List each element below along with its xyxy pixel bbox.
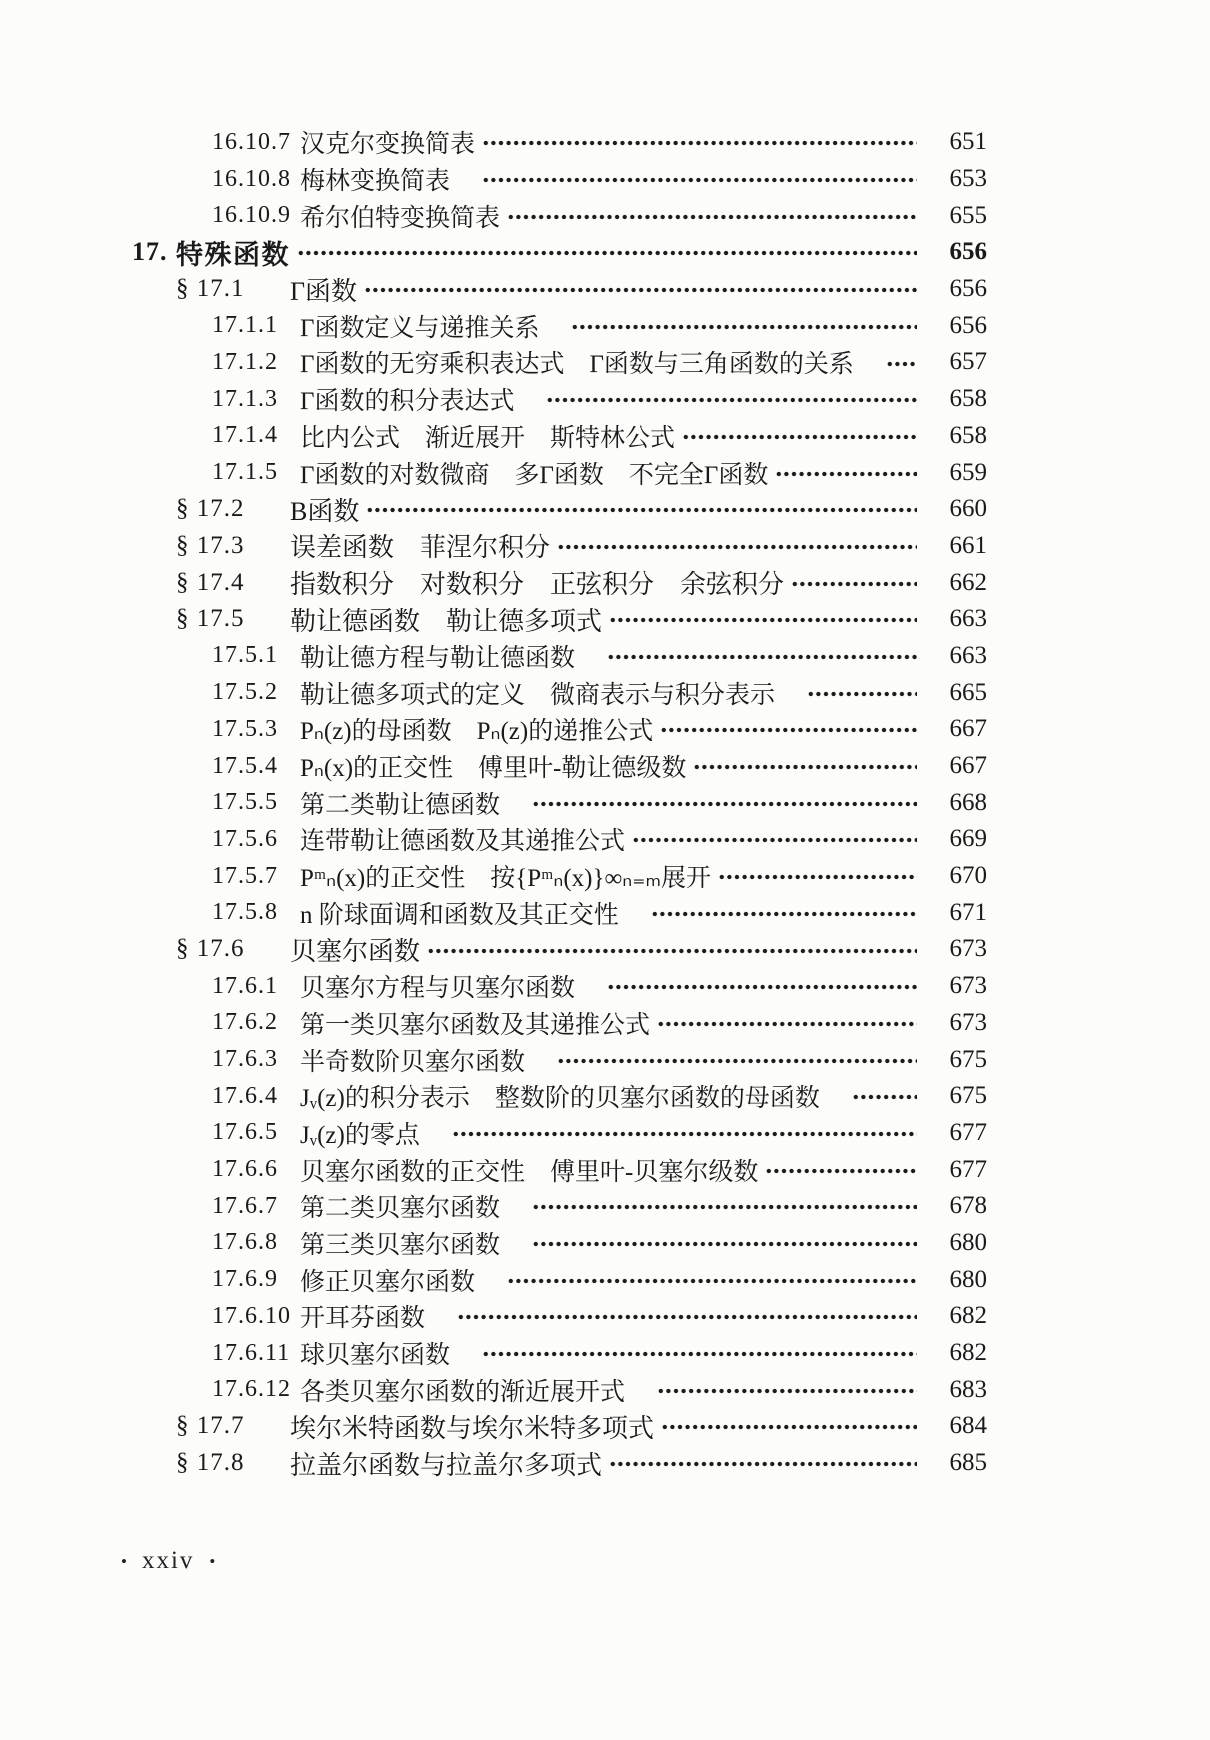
dot-leader [571, 307, 917, 344]
entry-number: 17.6.10 [212, 1302, 291, 1329]
entry-title: 各类贝塞尔函数的渐近展开式 [300, 1378, 626, 1406]
dot-leader [693, 748, 917, 785]
toc-row [0, 161, 987, 198]
entry-page: 658 [949, 385, 987, 413]
entry-number: 17.5.6 [212, 825, 278, 852]
entry-title: Γ函数的对数微商 多Γ函数 不完全Γ函数 [300, 461, 769, 489]
toc-row [0, 381, 987, 418]
entry-number: 16.10.7 [212, 128, 291, 155]
entry-number: 17.5.1 [212, 642, 278, 669]
entry-page: 659 [949, 458, 987, 486]
toc-row [0, 454, 987, 491]
entry-page: 685 [949, 1449, 987, 1477]
entry-title: Γ函数定义与递推关系 [300, 314, 540, 342]
entry-page: 667 [949, 715, 987, 743]
dot-leader [482, 161, 917, 198]
dot-leader [791, 564, 917, 601]
toc-row [0, 894, 987, 931]
entry-number: 17.1.4 [212, 422, 278, 449]
dot-leader [532, 1225, 917, 1262]
entry-title: Jᵥ(z)的积分表示 整数阶的贝塞尔函数的母函数 [300, 1085, 820, 1113]
dot-leader [607, 968, 917, 1005]
entry-page: 673 [949, 972, 987, 1000]
footer-left-bullet-icon: • [121, 1551, 127, 1571]
dot-leader [886, 344, 917, 381]
entry-title: Pᵐₙ(x)的正交性 按{Pᵐₙ(x)}∞ₙ₌ₘ展开 [300, 865, 712, 893]
entry-title: 汉克尔变换简表 [300, 131, 476, 159]
entry-title: 连带勒让德函数及其递推公式 [300, 828, 626, 856]
dot-leader [632, 821, 917, 858]
dot-leader [532, 1188, 917, 1225]
toc-row [0, 1078, 987, 1115]
entry-title: 梅林变换简表 [300, 168, 451, 196]
entry-number: 17.5.8 [212, 899, 278, 926]
dot-leader [297, 234, 917, 271]
toc-row [0, 784, 987, 821]
toc-list [0, 124, 987, 1481]
page-footer [121, 1547, 215, 1575]
entry-title: B函数 [290, 496, 360, 526]
toc-row [0, 528, 987, 565]
toc-row [0, 197, 987, 234]
dot-leader [532, 784, 917, 821]
entry-page: 653 [949, 165, 987, 193]
entry-title: 勒让德方程与勒让德函数 [300, 644, 576, 672]
toc-row [0, 638, 987, 675]
entry-number: 17.5.5 [212, 789, 278, 816]
entry-page: 655 [949, 201, 987, 229]
dot-leader [657, 1005, 917, 1042]
entry-page: 682 [949, 1339, 987, 1367]
dot-leader [651, 894, 917, 931]
entry-page: 660 [949, 495, 987, 523]
entry-number: § 17.8 [176, 1449, 245, 1477]
entry-page: 661 [949, 531, 987, 559]
entry-page: 670 [949, 862, 987, 890]
dot-leader [507, 197, 917, 234]
entry-title: 埃尔米特函数与埃尔米特多项式 [290, 1413, 655, 1443]
entry-title: Pₙ(x)的正交性 傅里叶-勒让德级数 [300, 755, 687, 783]
toc-row [0, 564, 987, 601]
entry-title: 希尔伯特变换简表 [300, 204, 501, 232]
entry-page: 682 [949, 1302, 987, 1330]
toc-row [0, 748, 987, 785]
dot-leader [482, 124, 917, 161]
entry-title: n 阶球面调和函数及其正交性 [300, 901, 619, 929]
toc-row [0, 1151, 987, 1188]
entry-number: § 17.1 [176, 275, 245, 303]
entry-page: 677 [949, 1155, 987, 1183]
entry-page: 662 [949, 568, 987, 596]
entry-number: 17.6.1 [212, 972, 278, 999]
toc-row [0, 1445, 987, 1482]
entry-title: 第三类贝塞尔函数 [300, 1231, 501, 1259]
toc-row [0, 1115, 987, 1152]
entry-title: Pₙ(z)的母函数 Pₙ(z)的递推公式 [300, 718, 654, 746]
entry-title: 拉盖尔函数与拉盖尔多项式 [290, 1450, 603, 1480]
entry-number: 17. [132, 237, 168, 267]
dot-leader [482, 1335, 917, 1372]
entry-number: 16.10.8 [212, 165, 291, 192]
entry-title: Γ函数的无穷乘积表达式 Γ函数与三角函数的关系 [300, 351, 854, 379]
entry-number: 17.6.2 [212, 1009, 278, 1036]
entry-number: 17.5.7 [212, 862, 278, 889]
toc-row [0, 1041, 987, 1078]
entry-page: 671 [949, 898, 987, 926]
entry-page: 667 [949, 752, 987, 780]
dot-leader [557, 1041, 917, 1078]
entry-title: 半奇数阶贝塞尔函数 [300, 1048, 526, 1076]
entry-number: 17.6.12 [212, 1376, 291, 1403]
entry-title: 误差函数 菲涅尔积分 [290, 533, 551, 563]
entry-title: 贝塞尔方程与贝塞尔函数 [300, 975, 576, 1003]
toc-row [0, 931, 987, 968]
dot-leader [718, 858, 917, 895]
dot-leader [557, 528, 917, 565]
entry-number: 17.6.7 [212, 1192, 278, 1219]
entry-number: 17.6.3 [212, 1046, 278, 1073]
entry-number: 16.10.9 [212, 202, 291, 229]
entry-title: Jᵥ(z)的零点 [300, 1121, 420, 1149]
entry-title: Γ函数的积分表达式 [300, 388, 515, 416]
toc-row [0, 1188, 987, 1225]
entry-number: 17.5.3 [212, 715, 278, 742]
entry-number: 17.6.6 [212, 1156, 278, 1183]
toc-row [0, 271, 987, 308]
entry-page: 675 [949, 1082, 987, 1110]
dot-leader [427, 931, 917, 968]
entry-number: § 17.4 [176, 568, 245, 596]
toc-row [0, 821, 987, 858]
footer-right-bullet-icon: • [209, 1551, 216, 1571]
dot-leader [682, 418, 917, 455]
entry-page: 669 [949, 825, 987, 853]
dot-leader [661, 1408, 917, 1445]
entry-number: 17.6.11 [212, 1339, 291, 1366]
entry-number: § 17.6 [176, 935, 245, 963]
entry-page: 656 [949, 275, 987, 303]
entry-page: 680 [949, 1228, 987, 1256]
toc-row [0, 234, 987, 271]
entry-number: 17.6.8 [212, 1229, 278, 1256]
entry-page: 663 [949, 605, 987, 633]
entry-page: 680 [949, 1265, 987, 1293]
dot-leader [660, 711, 917, 748]
entry-title: 贝塞尔函数的正交性 傅里叶-贝塞尔级数 [300, 1158, 759, 1186]
toc-row [0, 344, 987, 381]
dot-leader [457, 1298, 917, 1335]
entry-title: 指数积分 对数积分 正弦积分 余弦积分 [290, 570, 785, 600]
toc-row [0, 1408, 987, 1445]
entry-number: 17.5.4 [212, 752, 278, 779]
dot-leader [657, 1371, 917, 1408]
entry-page: 663 [949, 641, 987, 669]
entry-title: 贝塞尔函数 [290, 936, 421, 966]
entry-page: 675 [949, 1045, 987, 1073]
entry-number: 17.6.5 [212, 1119, 278, 1146]
entry-title: 开耳芬函数 [300, 1305, 426, 1333]
dot-leader [807, 674, 917, 711]
entry-page: 683 [949, 1375, 987, 1403]
entry-page: 673 [949, 935, 987, 963]
dot-leader [609, 601, 917, 638]
entry-page: 656 [949, 311, 987, 339]
entry-number: 17.6.4 [212, 1082, 278, 1109]
toc-row [0, 1225, 987, 1262]
entry-page: 684 [949, 1412, 987, 1440]
entry-number: 17.1.3 [212, 385, 278, 412]
entry-page: 673 [949, 1008, 987, 1036]
entry-page: 677 [949, 1118, 987, 1146]
entry-number: § 17.5 [176, 605, 245, 633]
footer-page-number: xxiv [141, 1547, 195, 1574]
entry-title: 第二类贝塞尔函数 [300, 1195, 501, 1223]
entry-title: 第一类贝塞尔函数及其递推公式 [300, 1011, 651, 1039]
dot-leader [609, 1445, 917, 1482]
entry-title: 比内公式 渐近展开 斯特林公式 [300, 424, 676, 452]
entry-number: 17.1.5 [212, 459, 278, 486]
dot-leader [452, 1115, 917, 1152]
entry-title: 第二类勒让德函数 [300, 791, 501, 819]
toc-row [0, 418, 987, 455]
toc-row [0, 858, 987, 895]
toc-row [0, 601, 987, 638]
dot-leader [366, 491, 917, 528]
dot-leader [507, 1261, 917, 1298]
toc-row [0, 124, 987, 161]
entry-number: § 17.2 [176, 495, 245, 523]
entry-number: 17.1.1 [212, 312, 278, 339]
toc-row [0, 674, 987, 711]
entry-number: 17.1.2 [212, 348, 278, 375]
dot-leader [546, 381, 917, 418]
entry-title: 特殊函数 [176, 239, 290, 270]
dot-leader [775, 454, 917, 491]
entry-number: § 17.3 [176, 531, 245, 559]
entry-title: 球贝塞尔函数 [300, 1342, 451, 1370]
toc-row [0, 1335, 987, 1372]
toc-row [0, 307, 987, 344]
dot-leader [765, 1151, 917, 1188]
entry-page: 651 [949, 128, 987, 156]
entry-number: § 17.7 [176, 1412, 245, 1440]
entry-title: Γ函数 [290, 276, 358, 306]
entry-title: 修正贝塞尔函数 [300, 1268, 476, 1296]
toc-row [0, 711, 987, 748]
entry-title: 勒让德多项式的定义 微商表示与积分表示 [300, 681, 776, 709]
dot-leader [607, 638, 917, 675]
entry-number: 17.6.9 [212, 1266, 278, 1293]
entry-page: 678 [949, 1192, 987, 1220]
toc-row [0, 1371, 987, 1408]
entry-title: 勒让德函数 勒让德多项式 [290, 606, 603, 636]
entry-page: 668 [949, 788, 987, 816]
toc-row [0, 1261, 987, 1298]
entry-number: 17.5.2 [212, 679, 278, 706]
entry-page: 665 [949, 678, 987, 706]
toc-row [0, 1298, 987, 1335]
toc-row [0, 968, 987, 1005]
entry-page: 657 [949, 348, 987, 376]
entry-page: 658 [949, 421, 987, 449]
toc-row [0, 1005, 987, 1042]
entry-page: 656 [949, 238, 987, 266]
toc-row [0, 491, 987, 528]
dot-leader [852, 1078, 917, 1115]
dot-leader [364, 271, 917, 308]
